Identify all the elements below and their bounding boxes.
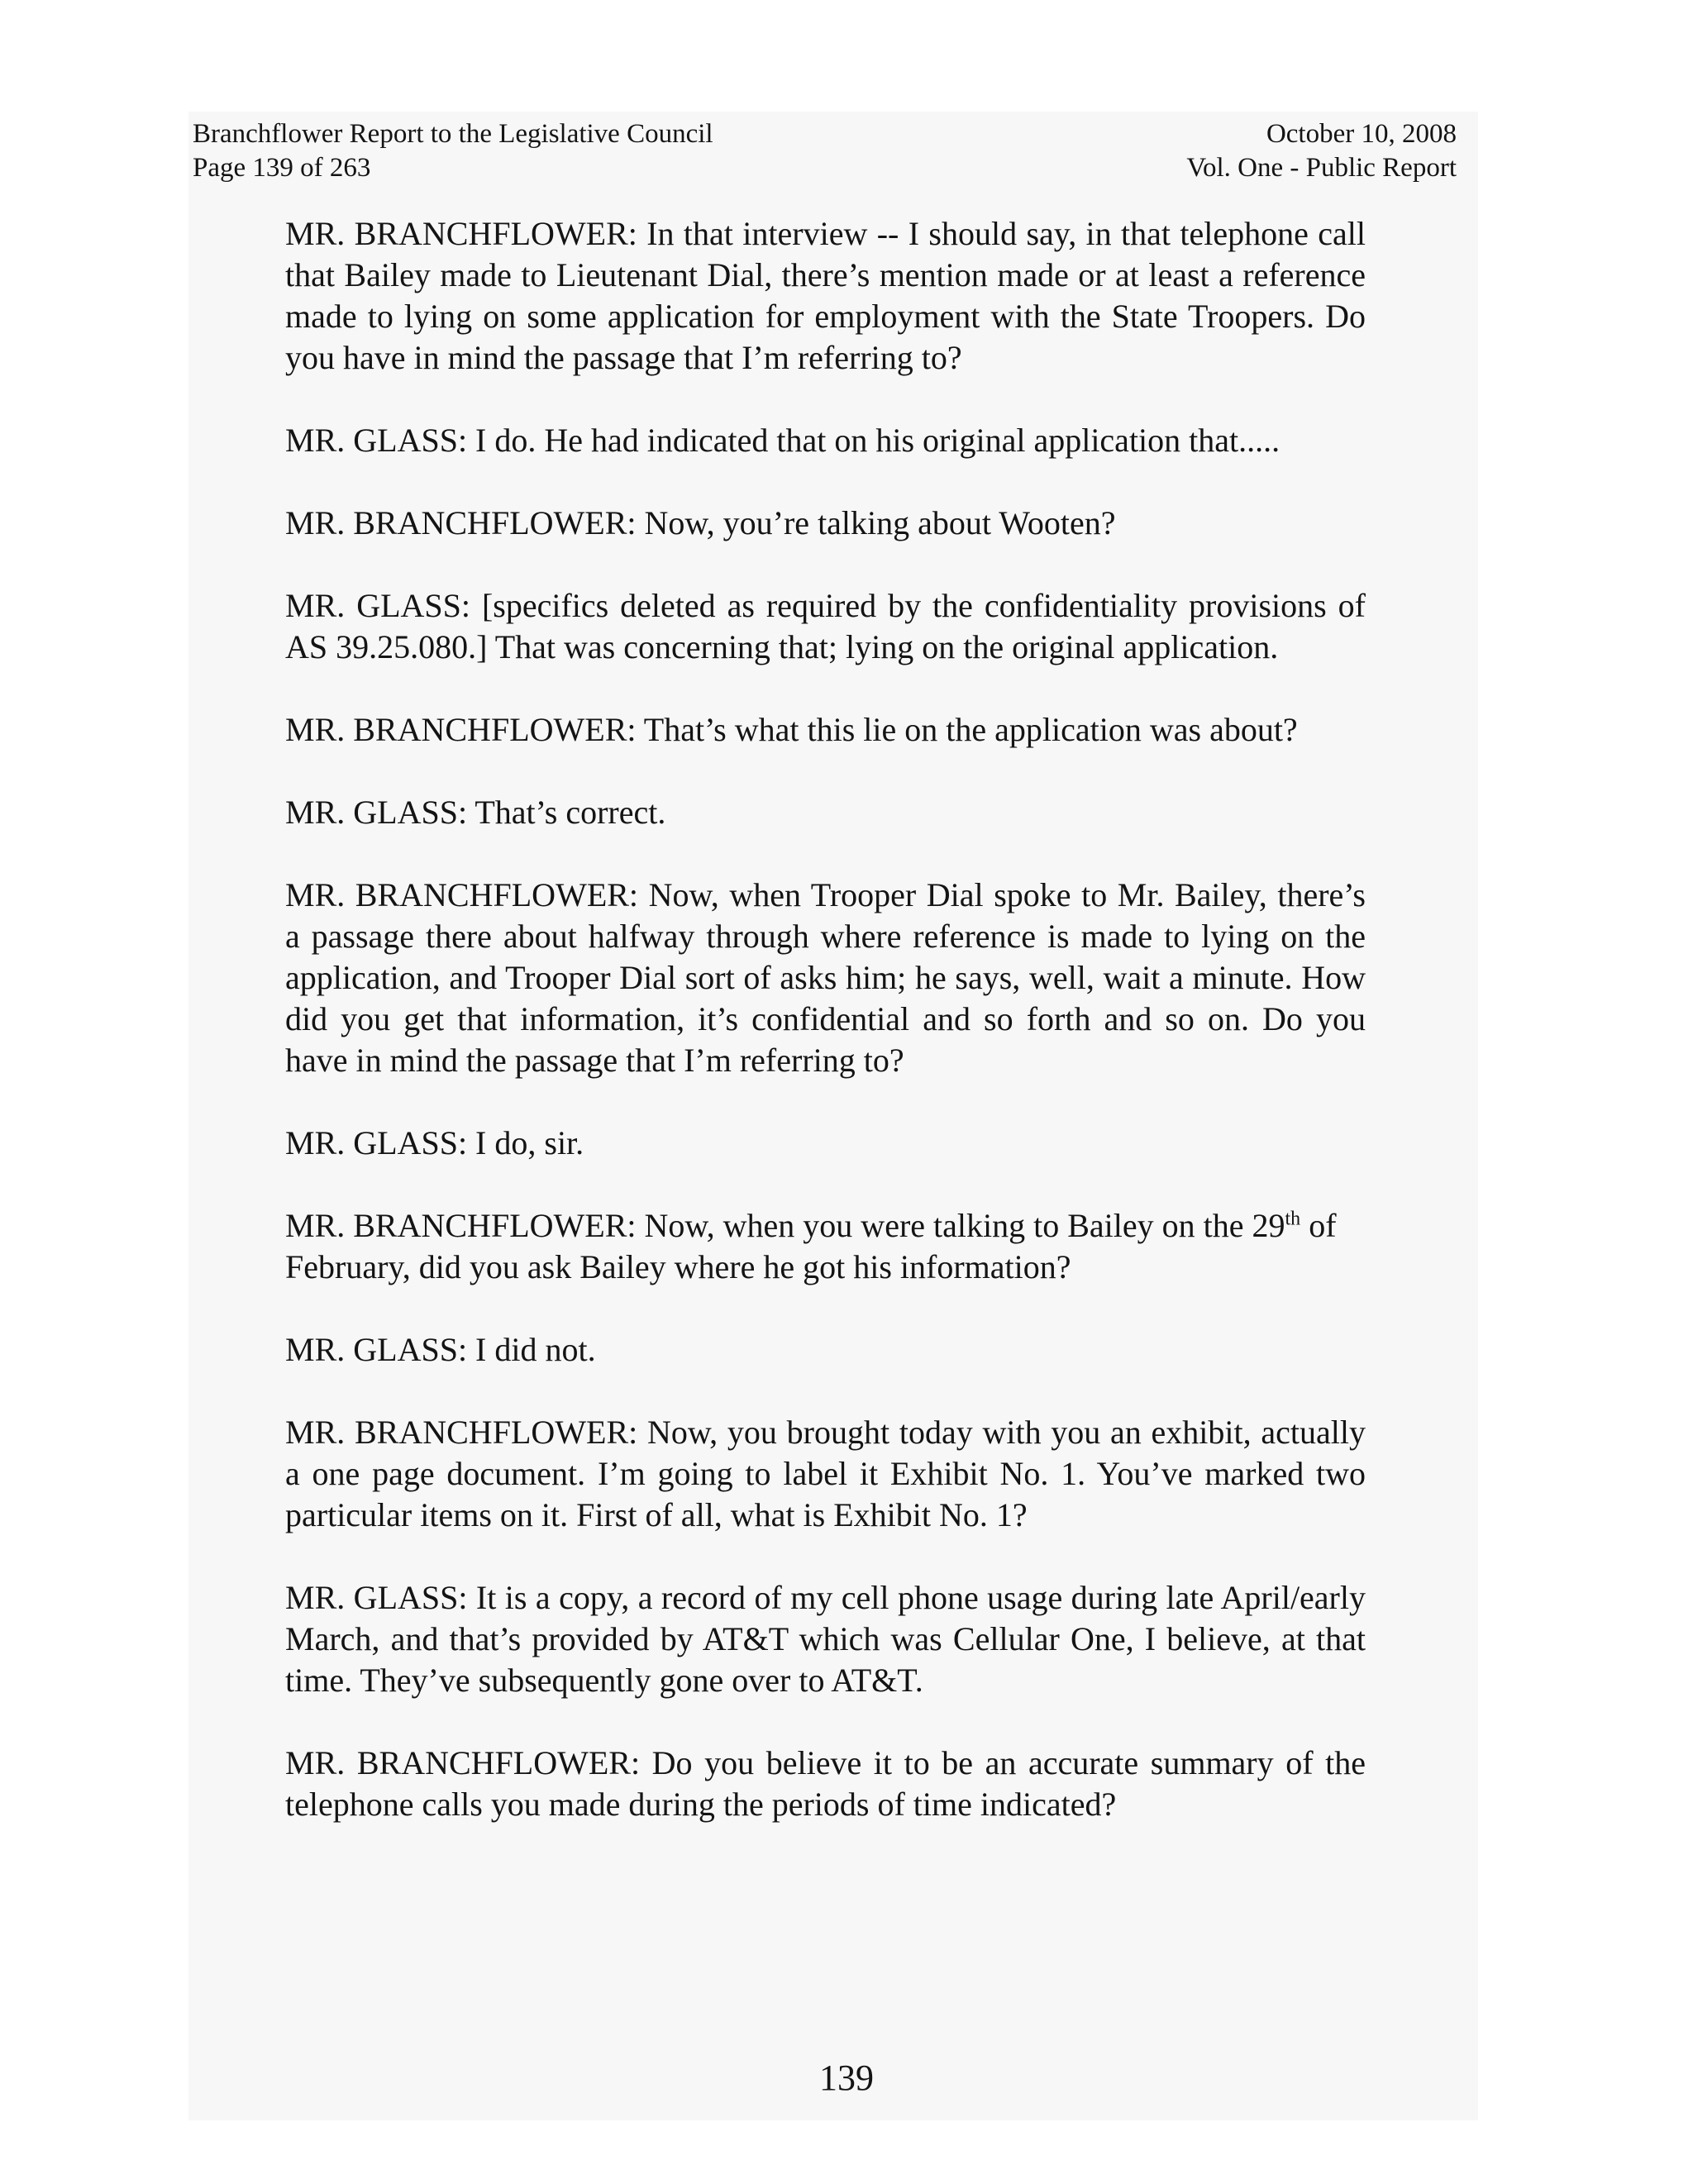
transcript-paragraph: MR. BRANCHFLOWER: Do you believe it to be an accurate summary of the telephone calls you made during the periods of time indicated? (285, 1744, 1366, 1823)
transcript-paragraph: MR. GLASS: I did not. (285, 1331, 596, 1368)
header-left (193, 117, 713, 185)
paragraph-text: MR. BRANCHFLOWER: Now, when you were talking to Bailey on the 29 (285, 1207, 1285, 1244)
transcript-paragraph: MR. GLASS: That’s correct. (285, 794, 666, 831)
transcript-paragraph: MR. BRANCHFLOWER: Now, when Trooper Dial spoke to Mr. Bailey, there’s a passage there about halfway through where reference is made to lying on the application, and Trooper Dial sort of asks him; he says, well, wait a minute. How did you get that information, it’s confidential and so forth and so on. Do you have in mind the passage that I’m referring to? (285, 876, 1366, 1079)
transcript-paragraph: MR. BRANCHFLOWER: Now, you’re talking about Wooten? (285, 504, 1116, 541)
transcript-paragraph: MR. GLASS: [specifics deleted as required by the confidentiality provisions of AS 39.25.080.] That was concerning that; lying on the original application. (285, 587, 1366, 665)
volume-label: Vol. One - Public Report (1186, 153, 1457, 183)
transcript-paragraph: MR. GLASS: It is a copy, a record of my cell phone usage during late April/early March, and that’s provided by AT&T which was Cellular One, I believe, at that time. They’ve subsequently gone over to AT&T. (285, 1579, 1366, 1699)
ordinal-superscript: th (1285, 1208, 1301, 1230)
transcript-paragraph: MR. BRANCHFLOWER: That’s what this lie on the application was about? (285, 711, 1298, 748)
transcript-paragraph: MR. GLASS: I do, sir. (285, 1124, 584, 1161)
transcript-paragraph: MR. BRANCHFLOWER: In that interview -- I should say, in that telephone call that Bailey made to Lieutenant Dial, there’s mention made or at least a reference made to lying on some application for employment with the State Troopers. Do you have in mind the passage that I’m referring to? (285, 215, 1366, 376)
page-of-total: Page 139 of 263 (193, 153, 371, 183)
transcript-paragraph: MR. BRANCHFLOWER: Now, you brought today with you an exhibit, actually a one page document. I’m going to label it Exhibit No. 1. You’ve marked two particular items on it. First of all, what is Exhibit No. 1? (285, 1414, 1366, 1533)
transcript-paragraph: MR. GLASS: I do. He had indicated that on his original application that..... (285, 422, 1280, 459)
transcript-paragraph (285, 1205, 1366, 1288)
report-date: October 10, 2008 (1266, 119, 1457, 149)
paragraph-text: of February, did you ask Bailey where he got his information? (285, 1207, 1337, 1285)
report-title: Branchflower Report to the Legislative Council (193, 119, 713, 149)
transcript-body (285, 213, 1366, 1867)
page-number: 139 (819, 2058, 874, 2098)
header-right (1186, 117, 1457, 185)
